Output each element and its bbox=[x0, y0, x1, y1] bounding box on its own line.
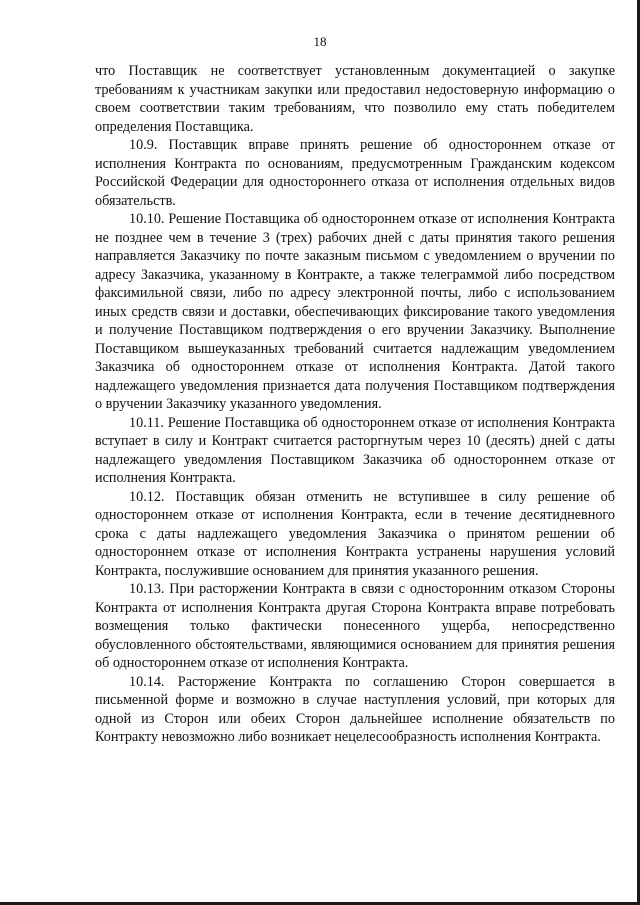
paragraph-10-12: 10.12. Поставщик обязан отменить не вступившее в силу решение об одностороннем отказе от исполнения Контракта, если в течение десятидневного срока с даты надлежащего уведомления Заказчика о принятом решении об одностороннем отказе от исполнения Контракта устранены нарушения условий Контракта, послужившие основанием для принятия указанного решения. bbox=[95, 488, 615, 579]
paragraph-10-11: 10.11. Решение Поставщика об одностороннем отказе от исполнения Контракта вступает в силу и Контракт считается расторгнутым через 10 (десять) дней с даты надлежащего уведомления Поставщиком Заказчика об одностороннем отказе от исполнения Контракта. bbox=[95, 414, 615, 486]
document-body bbox=[95, 62, 615, 747]
paragraph-10-9: 10.9. Поставщик вправе принять решение об одностороннем отказе от исполнения Контракта по основаниям, предусмотренным Гражданским кодексом Российской Федерации для одностороннего отказа от исполнения отдельных видов обязательств. bbox=[95, 137, 615, 209]
page-number: 18 bbox=[313, 34, 327, 49]
paragraph-10-13: 10.13. При расторжении Контракта в связи с односторонним отказом Стороны Контракта от исполнения Контракта другая Сторона Контракта вправе потребовать возмещения только фактически понесенного ущерба, непосредственно обусловленного обстоятельствами, являющимися основанием для принятия решения об одностороннем отказе от исполнения Контракта. bbox=[95, 581, 615, 671]
paragraph-10-14: 10.14. Расторжение Контракта по соглашению Сторон совершается в письменной форме и возможно в случае наступления условий, при которых для одной из Сторон или обеих Сторон дальнейшее исполнение обязательств по Контракту невозможно либо возникает нецелесообразность исполнения Контракта. bbox=[95, 673, 615, 745]
paragraph-10-10: 10.10. Решение Поставщика об одностороннем отказе от исполнения Контракта не позднее чем в течение 3 (трех) рабочих дней с даты принятия такого решения направляется Заказчику по почте заказным письмом с уведомлением о вручении по адресу Заказчика, указанному в Контракте, а также телеграммой либо посредством факсимильной связи, либо по адресу электронной почты, либо с использованием иных средств связи и доставки, обеспечивающих фиксирование такого уведомления и получение Поставщиком подтверждения о его вручении Заказчику. Выполнение Поставщиком вышеуказанных требований считается надлежащим уведомлением Заказчика об одностороннем отказе от исполнения Контракта. Датой такого надлежащего уведомления признается дата получения Поставщиком подтверждения о вручении Заказчику указанного уведомления. bbox=[95, 211, 615, 412]
paragraph-continuation: что Поставщик не соответствует установленным документацией о закупке требованиям к участникам закупки или предоставил недостоверную информацию о своем соответствии таким требованиям, что позволило ему стать победителем определения Поставщика. bbox=[95, 63, 615, 135]
